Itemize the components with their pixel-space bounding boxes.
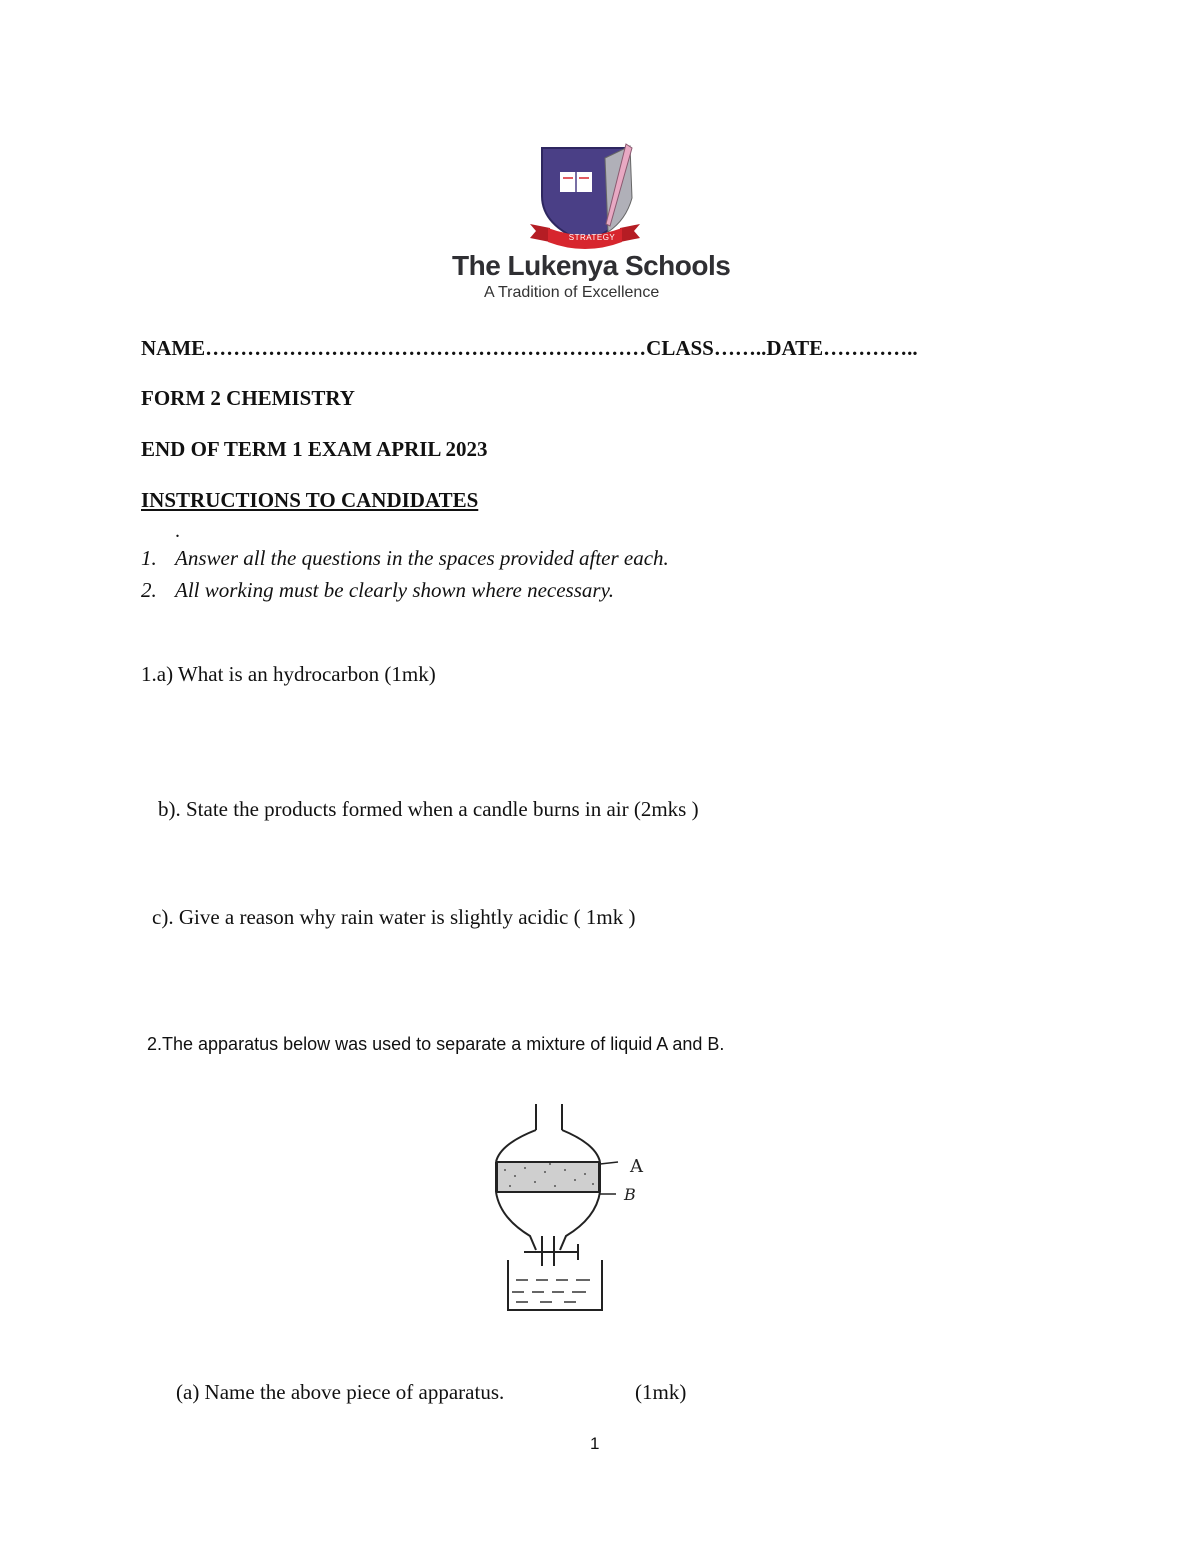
question-2: 2.The apparatus below was used to separate a mixture of liquid A and B. [147, 1034, 725, 1054]
question-1c: c). Give a reason why rain water is slightly acidic ( 1mk ) [152, 905, 636, 929]
page-number: 1 [590, 1434, 600, 1453]
question-1b: b). State the products formed when a candle burns in air (2mks ) [158, 797, 699, 821]
instruction-item [141, 578, 614, 603]
question-2a [176, 1380, 687, 1405]
label-b: B [624, 1185, 636, 1204]
exam-heading: END OF TERM 1 EXAM APRIL 2023 [141, 437, 488, 461]
instruction-number: 2. [141, 578, 157, 602]
school-logo [400, 138, 740, 310]
instruction-text: Answer all the questions in the spaces provided after each. [175, 546, 669, 570]
name-class-date-line: NAME………………………………………………………CLASS……..DATE………….. [141, 336, 918, 360]
instruction-number: 1. [141, 546, 157, 570]
instruction-item [141, 546, 669, 571]
instruction-text: All working must be clearly shown where necessary. [175, 578, 614, 602]
subject-heading: FORM 2 CHEMISTRY [141, 386, 355, 410]
question-2a-text: (a) Name the above piece of apparatus. [176, 1380, 505, 1404]
instructions-heading: INSTRUCTIONS TO CANDIDATES [141, 488, 479, 512]
question-1a: 1.a) What is an hydrocarbon (1mk) [141, 662, 436, 686]
logo-motto: A Tradition of Excellence [484, 284, 660, 301]
question-2a-marks: (1mk) [635, 1380, 687, 1404]
label-a: A [630, 1156, 643, 1177]
logo-school-name: The Lukenya Schools [452, 250, 731, 281]
separating-funnel-diagram [490, 1100, 660, 1320]
logo-ribbon-text: STRATEGY [568, 233, 616, 242]
bullet-dot: . [175, 520, 180, 542]
separating-funnel-icon [490, 1100, 660, 1320]
